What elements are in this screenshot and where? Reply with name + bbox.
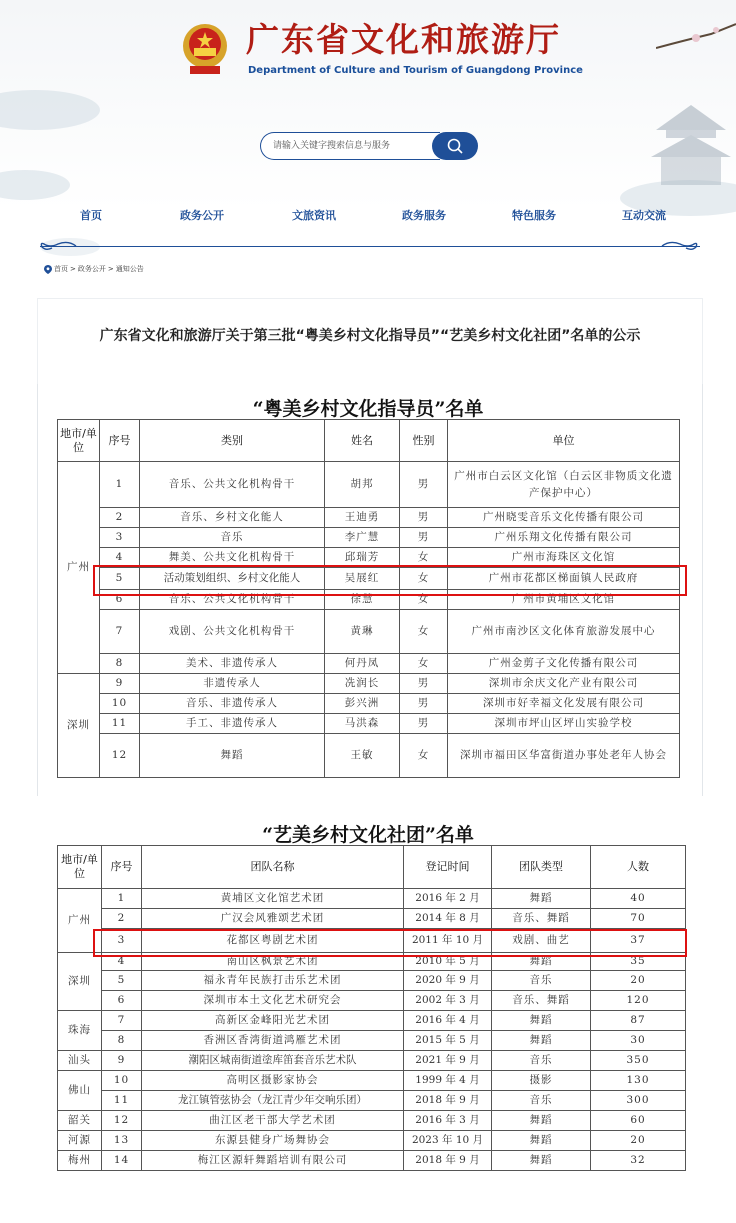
cloud-decoration xyxy=(0,170,70,200)
header-type: 团队类型 xyxy=(492,846,591,889)
cell-unit: 广州市白云区文化馆（白云区非物质文化遗产保护中心） xyxy=(448,462,680,508)
cell-team: 福永青年民族打击乐艺术团 xyxy=(142,971,404,991)
nav-item-interaction[interactable]: 互动交流 xyxy=(622,209,666,222)
cloud-scroll-icon xyxy=(38,238,78,254)
nav-divider xyxy=(40,246,700,247)
cell-team: 黄埔区文化馆艺术团 xyxy=(142,889,404,909)
cell-no: 11 xyxy=(102,1091,142,1111)
cell-name: 马洪森 xyxy=(325,714,400,734)
breadcrumb-separator: > xyxy=(107,265,114,273)
cell-no: 6 xyxy=(100,590,140,610)
cell-no: 2 xyxy=(102,909,142,929)
nav-item-gov-affairs[interactable]: 政务公开 xyxy=(180,209,224,222)
cell-date: 2018 年 9 月 xyxy=(404,1151,492,1171)
breadcrumb-notices[interactable]: 通知公告 xyxy=(115,265,144,273)
cell-gender: 男 xyxy=(400,528,448,548)
cell-count: 130 xyxy=(591,1071,686,1091)
cell-type: 舞蹈 xyxy=(492,1011,591,1031)
cell-no: 11 xyxy=(100,714,140,734)
cell-type: 舞蹈 xyxy=(492,1031,591,1051)
breadcrumb xyxy=(44,264,144,274)
header-team: 团队名称 xyxy=(142,846,404,889)
cell-unit: 深圳市福田区华富街道办事处老年人协会 xyxy=(448,734,680,778)
cell-no: 5 xyxy=(102,971,142,991)
breadcrumb-separator: > xyxy=(70,265,76,273)
cell-team: 高明区摄影家协会 xyxy=(142,1071,404,1091)
cell-count: 120 xyxy=(591,991,686,1011)
header-count: 人数 xyxy=(591,846,686,889)
cell-count: 35 xyxy=(591,953,686,971)
cell-no: 9 xyxy=(100,674,140,694)
header-name: 姓名 xyxy=(325,420,400,462)
header-unit: 单位 xyxy=(448,420,680,462)
region-cell: 佛山 xyxy=(58,1071,102,1111)
cell-date: 2014 年 8 月 xyxy=(404,909,492,929)
cell-team: 梅江区源轩舞蹈培训有限公司 xyxy=(142,1151,404,1171)
cell-date: 2020 年 9 月 xyxy=(404,971,492,991)
cell-no: 7 xyxy=(100,610,140,654)
cell-team: 曲江区老干部大学艺术团 xyxy=(142,1111,404,1131)
cell-category: 手工、非遗传承人 xyxy=(140,714,325,734)
table-row xyxy=(58,909,686,929)
cell-team: 南山区枫景艺术团 xyxy=(142,953,404,971)
cell-name: 吴展红 xyxy=(325,568,400,590)
location-pin-icon xyxy=(44,265,52,274)
cell-unit: 广州晓雯音乐文化传播有限公司 xyxy=(448,508,680,528)
cell-date: 2018 年 9 月 xyxy=(404,1091,492,1111)
nav-item-news[interactable]: 文旅资讯 xyxy=(292,209,336,222)
cell-type: 戏剧、曲艺 xyxy=(492,929,591,953)
region-cell: 珠海 xyxy=(58,1011,102,1051)
header-region: 地市/单位 xyxy=(58,420,100,462)
cell-unit: 广州乐翔文化传播有限公司 xyxy=(448,528,680,548)
site-header xyxy=(0,0,736,300)
cell-date: 2016 年 2 月 xyxy=(404,889,492,909)
cell-team: 香洲区香湾街道鸿雁艺术团 xyxy=(142,1031,404,1051)
search-button[interactable] xyxy=(432,132,478,160)
cell-no: 3 xyxy=(100,528,140,548)
region-cell: 梅州 xyxy=(58,1151,102,1171)
cell-no: 12 xyxy=(100,734,140,778)
cell-name: 黄琳 xyxy=(325,610,400,654)
search-icon xyxy=(446,137,464,155)
cell-gender: 男 xyxy=(400,462,448,508)
cell-unit: 广州市南沙区文化体育旅游发展中心 xyxy=(448,610,680,654)
nav-item-home[interactable]: 首页 xyxy=(80,209,102,222)
cell-type: 音乐、舞蹈 xyxy=(492,909,591,929)
cell-name: 王敏 xyxy=(325,734,400,778)
cell-date: 2015 年 5 月 xyxy=(404,1031,492,1051)
table-row xyxy=(58,1051,686,1071)
cell-date: 2021 年 9 月 xyxy=(404,1051,492,1071)
table-row xyxy=(58,1071,686,1091)
region-cell: 河源 xyxy=(58,1131,102,1151)
cell-team: 花都区粤剧艺术团 xyxy=(142,929,404,953)
cell-date: 1999 年 4 月 xyxy=(404,1071,492,1091)
instructor-table xyxy=(57,419,680,778)
header-no: 序号 xyxy=(100,420,140,462)
table-row xyxy=(58,694,680,714)
table-row xyxy=(58,654,680,674)
article-title: 广东省文化和旅游厅关于第三批“粤美乡村文化指导员”“艺美乡村文化社团”名单的公示 xyxy=(99,328,641,344)
region-cell: 广州 xyxy=(58,889,102,953)
cell-unit: 深圳市坪山区坪山实验学校 xyxy=(448,714,680,734)
cell-gender: 女 xyxy=(400,654,448,674)
table-row xyxy=(58,674,680,694)
cell-no: 7 xyxy=(102,1011,142,1031)
header-gender: 性别 xyxy=(400,420,448,462)
site-subtitle: Department of Culture and Tourism of Guangdong Province xyxy=(248,65,583,76)
national-emblem-icon xyxy=(180,20,230,78)
cell-gender: 女 xyxy=(400,548,448,568)
table-row xyxy=(58,971,686,991)
nav-item-services[interactable]: 政务服务 xyxy=(402,209,446,222)
plum-branch-icon xyxy=(656,20,736,60)
cell-name: 王迪勇 xyxy=(325,508,400,528)
table-row xyxy=(58,1031,686,1051)
table-header-row xyxy=(58,420,680,462)
cell-count: 60 xyxy=(591,1111,686,1131)
cell-type: 摄影 xyxy=(492,1071,591,1091)
cell-category: 音乐、乡村文化能人 xyxy=(140,508,325,528)
cell-unit: 广州金剪子文化传播有限公司 xyxy=(448,654,680,674)
main-nav xyxy=(0,207,736,227)
cell-category: 舞蹈 xyxy=(140,734,325,778)
table-row xyxy=(58,1091,686,1111)
breadcrumb-home[interactable]: 首页 xyxy=(54,265,68,273)
table-row xyxy=(58,1151,686,1171)
table-row xyxy=(58,528,680,548)
cell-date: 2002 年 3 月 xyxy=(404,991,492,1011)
cell-category: 音乐 xyxy=(140,528,325,548)
region-cell: 韶关 xyxy=(58,1111,102,1131)
cell-team: 高新区金峰阳光艺术团 xyxy=(142,1011,404,1031)
cell-no: 12 xyxy=(102,1111,142,1131)
cell-type: 音乐、舞蹈 xyxy=(492,991,591,1011)
cell-no: 6 xyxy=(102,991,142,1011)
cell-unit: 深圳市好幸福文化发展有限公司 xyxy=(448,694,680,714)
article-frame-edge xyxy=(702,384,703,796)
table2-title: “艺美乡村文化社团”名单 xyxy=(262,824,474,846)
header-region: 地市/单位 xyxy=(58,846,102,889)
cell-count: 87 xyxy=(591,1011,686,1031)
cell-date: 2011 年 10 月 xyxy=(404,929,492,953)
table-row xyxy=(58,1131,686,1151)
cell-name: 胡邦 xyxy=(325,462,400,508)
cell-type: 舞蹈 xyxy=(492,1151,591,1171)
cell-no: 4 xyxy=(100,548,140,568)
cell-count: 300 xyxy=(591,1091,686,1111)
table-row xyxy=(58,734,680,778)
cell-count: 20 xyxy=(591,1131,686,1151)
cell-team: 广汉会风雅颂艺术团 xyxy=(142,909,404,929)
cell-no: 1 xyxy=(102,889,142,909)
region-cell: 广州 xyxy=(58,462,100,674)
region-cell: 深圳 xyxy=(58,674,100,778)
table-row xyxy=(58,714,680,734)
cell-count: 32 xyxy=(591,1151,686,1171)
pavilion-icon xyxy=(646,95,736,185)
table-row xyxy=(58,1011,686,1031)
cell-unit: 广州市花都区梯面镇人民政府 xyxy=(448,568,680,590)
cell-type: 音乐 xyxy=(492,971,591,991)
cell-date: 2016 年 4 月 xyxy=(404,1011,492,1031)
cloud-decoration xyxy=(0,90,100,130)
table1-title: “粤美乡村文化指导员”名单 xyxy=(252,398,484,420)
cell-gender: 女 xyxy=(400,590,448,610)
cell-name: 邱瑞芳 xyxy=(325,548,400,568)
article-frame-edge xyxy=(37,384,38,796)
cell-type: 舞蹈 xyxy=(492,1131,591,1151)
cell-category: 活动策划组织、乡村文化能人 xyxy=(140,568,325,590)
cell-category: 音乐、公共文化机构骨干 xyxy=(140,590,325,610)
cell-name: 李广慧 xyxy=(325,528,400,548)
cell-gender: 男 xyxy=(400,674,448,694)
cell-type: 音乐 xyxy=(492,1091,591,1111)
cell-no: 14 xyxy=(102,1151,142,1171)
nav-item-special[interactable]: 特色服务 xyxy=(512,209,556,222)
cell-no: 5 xyxy=(100,568,140,590)
cell-gender: 女 xyxy=(400,610,448,654)
cell-count: 70 xyxy=(591,909,686,929)
header-category: 类别 xyxy=(140,420,325,462)
cell-no: 10 xyxy=(100,694,140,714)
cell-date: 2016 年 3 月 xyxy=(404,1111,492,1131)
cell-no: 3 xyxy=(102,929,142,953)
region-cell: 深圳 xyxy=(58,953,102,1011)
highlight-box xyxy=(93,929,687,957)
cell-team: 龙江镇管弦协会（龙江青少年交响乐团） xyxy=(142,1091,404,1111)
cell-team: 潮阳区城南街道塗库笛套音乐艺术队 xyxy=(142,1051,404,1071)
table-row xyxy=(58,991,686,1011)
table-header-row xyxy=(58,846,686,889)
breadcrumb-gov-affairs[interactable]: 政务公开 xyxy=(77,265,106,273)
cell-count: 37 xyxy=(591,929,686,953)
cell-no: 9 xyxy=(102,1051,142,1071)
cell-type: 舞蹈 xyxy=(492,953,591,971)
site-title: 广东省文化和旅游厅 xyxy=(246,20,561,59)
cell-gender: 男 xyxy=(400,714,448,734)
cell-count: 350 xyxy=(591,1051,686,1071)
cell-gender: 男 xyxy=(400,694,448,714)
cell-name: 彭兴洲 xyxy=(325,694,400,714)
cell-team: 深圳市本土文化艺术研究会 xyxy=(142,991,404,1011)
cell-unit: 广州市海珠区文化馆 xyxy=(448,548,680,568)
region-cell: 汕头 xyxy=(58,1051,102,1071)
cell-category: 戏剧、公共文化机构骨干 xyxy=(140,610,325,654)
cell-type: 音乐 xyxy=(492,1051,591,1071)
community-troupe-table xyxy=(57,845,686,1171)
cell-date: 2010 年 5 月 xyxy=(404,953,492,971)
cell-no: 8 xyxy=(100,654,140,674)
table-row xyxy=(58,508,680,528)
cell-no: 13 xyxy=(102,1131,142,1151)
cell-gender: 女 xyxy=(400,734,448,778)
cell-category: 音乐、公共文化机构骨干 xyxy=(140,462,325,508)
cell-type: 舞蹈 xyxy=(492,889,591,909)
cell-gender: 男 xyxy=(400,508,448,528)
cell-category: 舞美、公共文化机构骨干 xyxy=(140,548,325,568)
cell-unit: 深圳市余庆文化产业有限公司 xyxy=(448,674,680,694)
cell-gender: 女 xyxy=(400,568,448,590)
cell-count: 30 xyxy=(591,1031,686,1051)
cell-team: 东源县健身广场舞协会 xyxy=(142,1131,404,1151)
table-row xyxy=(58,889,686,909)
cell-count: 20 xyxy=(591,971,686,991)
cell-no: 1 xyxy=(100,462,140,508)
cell-category: 非遗传承人 xyxy=(140,674,325,694)
table-row xyxy=(58,610,680,654)
table-row xyxy=(58,462,680,508)
cell-category: 音乐、非遗传承人 xyxy=(140,694,325,714)
cloud-scroll-icon xyxy=(660,238,700,254)
header-date: 登记时间 xyxy=(404,846,492,889)
table-row xyxy=(58,1111,686,1131)
cell-name: 徐慧 xyxy=(325,590,400,610)
cell-name: 冼润长 xyxy=(325,674,400,694)
cell-no: 8 xyxy=(102,1031,142,1051)
cell-no: 4 xyxy=(102,953,142,971)
cell-name: 何丹凤 xyxy=(325,654,400,674)
cell-unit: 广州市黄埔区文化馆 xyxy=(448,590,680,610)
header-no: 序号 xyxy=(102,846,142,889)
cell-type: 舞蹈 xyxy=(492,1111,591,1131)
search-input[interactable] xyxy=(260,132,440,160)
cell-no: 10 xyxy=(102,1071,142,1091)
cell-category: 美术、非遗传承人 xyxy=(140,654,325,674)
cell-no: 2 xyxy=(100,508,140,528)
cell-date: 2023 年 10 月 xyxy=(404,1131,492,1151)
cell-count: 40 xyxy=(591,889,686,909)
search-bar xyxy=(260,132,478,160)
highlight-box xyxy=(93,565,687,596)
